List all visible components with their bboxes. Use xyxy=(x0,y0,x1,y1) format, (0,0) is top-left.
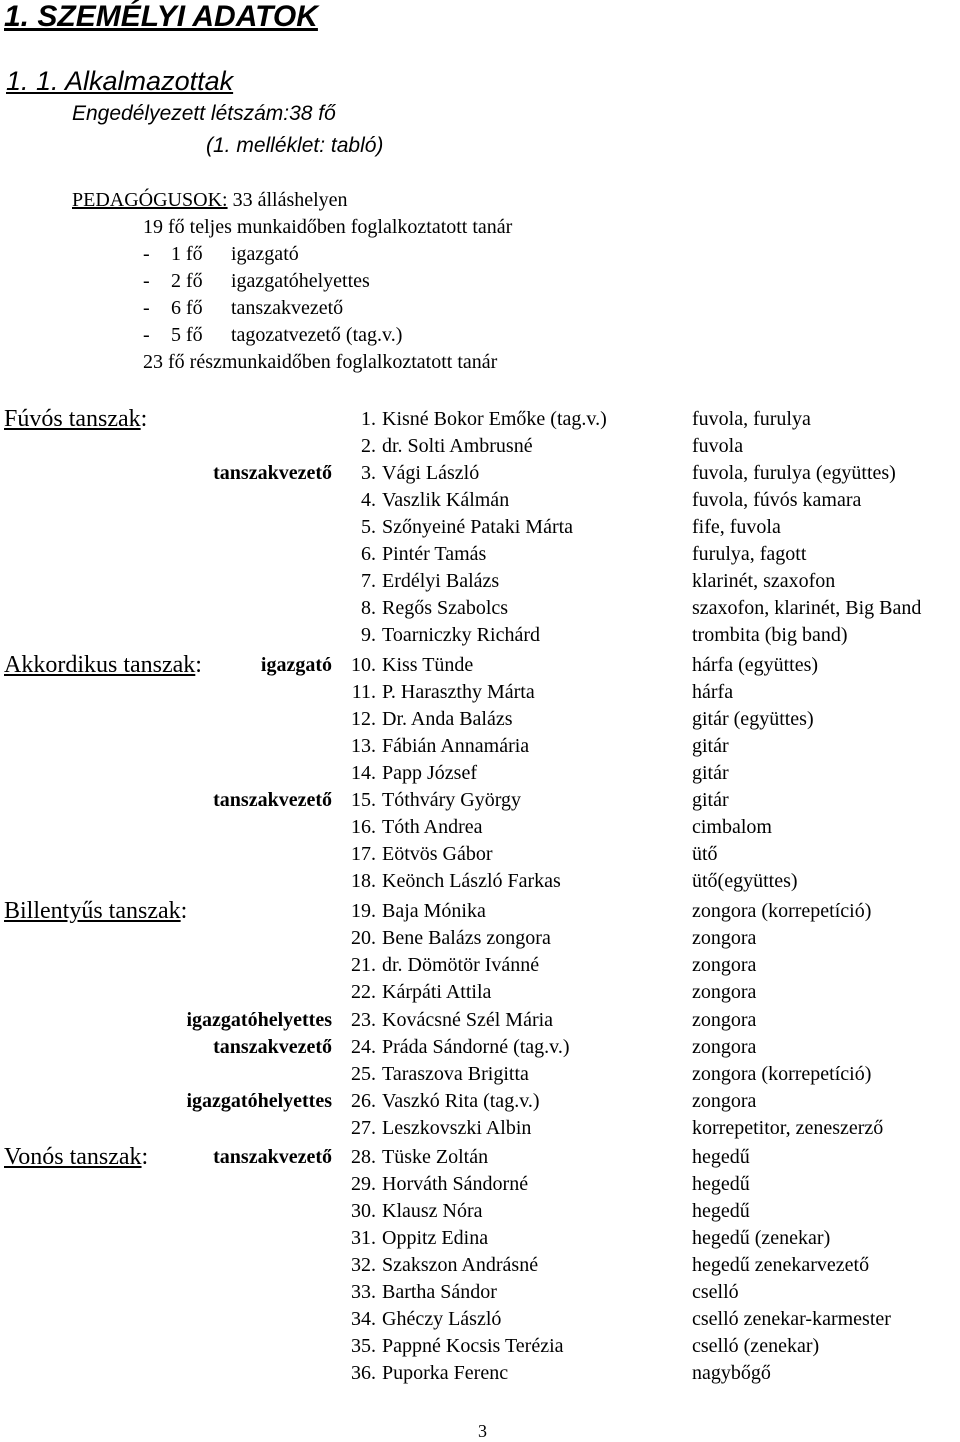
staff-row xyxy=(0,843,960,870)
staff-name: Klausz Nóra xyxy=(382,1200,483,1222)
staff-number: 10. xyxy=(351,654,376,676)
staff-number: 35. xyxy=(351,1335,376,1357)
staff-row xyxy=(0,1009,960,1036)
staff-instrument: klarinét, szaxofon xyxy=(692,570,836,592)
staff-number: 31. xyxy=(351,1227,376,1249)
staff-number: 32. xyxy=(351,1254,376,1276)
staff-name: Vági László xyxy=(382,462,480,484)
staff-row xyxy=(0,762,960,789)
role-label: tanszakvezető xyxy=(213,462,332,484)
full-time-line: 19 fő teljes munkaidőben foglalkoztatott tanár xyxy=(143,216,513,238)
staff-row xyxy=(0,927,960,954)
staff-instrument: hárfa xyxy=(692,681,734,703)
staff-instrument: hegedű zenekarvezető xyxy=(692,1254,870,1276)
staff-number: 5. xyxy=(361,516,376,538)
staff-instrument: cselló (zenekar) xyxy=(692,1335,820,1357)
staff-instrument: zongora xyxy=(692,954,757,976)
staff-instrument: hegedű xyxy=(692,1173,750,1195)
staff-name: P. Haraszthy Márta xyxy=(382,681,535,703)
staff-row xyxy=(0,900,960,927)
staff-number: 25. xyxy=(351,1063,376,1085)
staff-instrument: fuvola, fúvós kamara xyxy=(692,489,862,511)
staff-name: Tóth Andrea xyxy=(382,816,483,838)
staff-row xyxy=(0,408,960,435)
staff-instrument: trombita (big band) xyxy=(692,624,848,646)
staff-number: 26. xyxy=(351,1090,376,1112)
staff-row xyxy=(0,489,960,516)
staff-instrument: nagybőgő xyxy=(692,1362,771,1384)
department-heading: Vonós tanszak: xyxy=(4,1144,149,1170)
staff-row xyxy=(0,708,960,735)
staff-instrument: korrepetitor, zeneszerző xyxy=(692,1117,884,1139)
pedagogues-label: PEDAGÓGUSOK: xyxy=(72,189,228,211)
staff-number: 17. xyxy=(351,843,376,865)
staff-row xyxy=(0,1362,960,1389)
staff-row xyxy=(0,981,960,1008)
staff-row xyxy=(0,1281,960,1308)
staff-instrument: gitár xyxy=(692,789,729,811)
staff-name: Tüske Zoltán xyxy=(382,1146,489,1168)
staff-instrument: zongora xyxy=(692,981,757,1003)
staff-row xyxy=(0,570,960,597)
staff-name: dr. Dömötör Ivánné xyxy=(382,954,540,976)
staff-row xyxy=(0,1146,960,1173)
staff-row xyxy=(0,1254,960,1281)
staff-instrument: gitár xyxy=(692,735,729,757)
approved-headcount: Engedélyezett létszám:38 fő xyxy=(72,102,336,125)
staff-instrument: zongora (korrepetíció) xyxy=(692,900,872,922)
staff-name: Práda Sándorné (tag.v.) xyxy=(382,1036,570,1058)
staff-row xyxy=(0,1117,960,1144)
staff-number: 18. xyxy=(351,870,376,892)
staff-number: 19. xyxy=(351,900,376,922)
staff-number: 7. xyxy=(361,570,376,592)
staff-number: 9. xyxy=(361,624,376,646)
staff-number: 28. xyxy=(351,1146,376,1168)
subsection-title: 1. 1. Alkalmazottak xyxy=(6,66,234,96)
staff-number: 24. xyxy=(351,1036,376,1058)
staff-number: 20. xyxy=(351,927,376,949)
staff-name: Fábián Annamária xyxy=(382,735,530,757)
role-label: igazgatóhelyettes xyxy=(186,1090,332,1112)
staff-name: Tóthváry György xyxy=(382,789,522,811)
staff-name: Vaszlik Kálmán xyxy=(382,489,510,511)
staff-instrument: fuvola, furulya (együttes) xyxy=(692,462,896,484)
staff-row xyxy=(0,681,960,708)
staff-number: 27. xyxy=(351,1117,376,1139)
department-heading: Fúvós tanszak: xyxy=(4,406,148,432)
staff-row xyxy=(0,1335,960,1362)
staff-instrument: fuvola xyxy=(692,435,744,457)
staff-instrument: furulya, fagott xyxy=(692,543,807,565)
staff-number: 29. xyxy=(351,1173,376,1195)
staff-name: Taraszova Brigitta xyxy=(382,1063,529,1085)
department-heading: Akkordikus tanszak: xyxy=(4,652,202,678)
staff-instrument: ütő(együttes) xyxy=(692,870,798,892)
staff-name: Vaszkó Rita (tag.v.) xyxy=(382,1090,540,1112)
staff-number: 12. xyxy=(351,708,376,730)
staff-name: Kisné Bokor Emőke (tag.v.) xyxy=(382,408,607,430)
staff-name: Eötvös Gábor xyxy=(382,843,493,865)
staff-number: 4. xyxy=(361,489,376,511)
staff-instrument: cselló xyxy=(692,1281,739,1303)
staff-name: Keönch László Farkas xyxy=(382,870,561,892)
staff-name: Szakszon Andrásné xyxy=(382,1254,539,1276)
part-time-line: 23 fő részmunkaidőben foglalkoztatott tanár xyxy=(143,351,498,373)
staff-row xyxy=(0,789,960,816)
staff-name: Pintér Tamás xyxy=(382,543,487,565)
staff-name: Horváth Sándorné xyxy=(382,1173,529,1195)
staff-number: 2. xyxy=(361,435,376,457)
staff-number: 8. xyxy=(361,597,376,619)
staff-instrument: gitár xyxy=(692,762,729,784)
staff-name: dr. Solti Ambrusné xyxy=(382,435,533,457)
page-number: 3 xyxy=(478,1421,487,1441)
staff-number: 21. xyxy=(351,954,376,976)
role-label: igazgató xyxy=(260,654,332,676)
staff-instrument: cselló zenekar-karmester xyxy=(692,1308,891,1330)
staff-number: 16. xyxy=(351,816,376,838)
staff-row xyxy=(0,735,960,762)
staff-number: 34. xyxy=(351,1308,376,1330)
staff-instrument: zongora xyxy=(692,1009,757,1031)
staff-row xyxy=(0,1063,960,1090)
staff-instrument: hegedű xyxy=(692,1200,750,1222)
staff-row xyxy=(0,624,960,651)
staff-name: Erdélyi Balázs xyxy=(382,570,500,592)
staff-row xyxy=(0,1308,960,1335)
staff-name: Bartha Sándor xyxy=(382,1281,497,1303)
staff-row xyxy=(0,1227,960,1254)
staff-number: 15. xyxy=(351,789,376,811)
staff-number: 11. xyxy=(351,681,376,703)
staff-row xyxy=(0,954,960,981)
staff-name: Pappné Kocsis Terézia xyxy=(382,1335,564,1357)
staff-name: Kovácsné Szél Mária xyxy=(382,1009,554,1031)
staff-row xyxy=(0,1090,960,1117)
staff-number: 22. xyxy=(351,981,376,1003)
staff-number: 1. xyxy=(361,408,376,430)
role-label: tanszakvezető xyxy=(213,789,332,811)
staff-row xyxy=(0,543,960,570)
staff-name: Regős Szabolcs xyxy=(382,597,509,619)
staff-row xyxy=(0,516,960,543)
annex-note: (1. melléklet: tabló) xyxy=(206,134,384,157)
pedagogues-line xyxy=(72,189,348,212)
staff-number: 23. xyxy=(351,1009,376,1031)
staff-number: 33. xyxy=(351,1281,376,1303)
staff-instrument: hárfa (együttes) xyxy=(692,654,819,676)
staff-row xyxy=(0,1036,960,1063)
staff-name: Baja Mónika xyxy=(382,900,486,922)
pedagogues-count: 33 álláshelyen xyxy=(232,189,348,211)
role-label: tanszakvezető xyxy=(213,1036,332,1058)
staff-instrument: zongora (korrepetíció) xyxy=(692,1063,872,1085)
staff-name: Bene Balázs zongora xyxy=(382,927,551,949)
staff-number: 30. xyxy=(351,1200,376,1222)
staff-number: 3. xyxy=(361,462,376,484)
staff-number: 14. xyxy=(351,762,376,784)
staff-name: Kiss Tünde xyxy=(382,654,474,676)
staff-row xyxy=(0,1200,960,1227)
staff-name: Papp József xyxy=(382,762,477,784)
staff-instrument: zongora xyxy=(692,1036,757,1058)
staff-instrument: szaxofon, klarinét, Big Band xyxy=(692,597,922,619)
staff-instrument: ütő xyxy=(692,843,718,865)
staff-name: Oppitz Edina xyxy=(382,1227,489,1249)
staff-instrument: zongora xyxy=(692,1090,757,1112)
staff-row xyxy=(0,1173,960,1200)
staff-row xyxy=(0,462,960,489)
staff-number: 6. xyxy=(361,543,376,565)
staff-instrument: gitár (együttes) xyxy=(692,708,814,730)
staff-instrument: cimbalom xyxy=(692,816,772,838)
staff-number: 13. xyxy=(351,735,376,757)
staff-name: Szőnyeiné Pataki Márta xyxy=(382,516,574,538)
staff-row xyxy=(0,435,960,462)
staff-instrument: hegedű (zenekar) xyxy=(692,1227,831,1249)
staff-number: 36. xyxy=(351,1362,376,1384)
staff-row xyxy=(0,816,960,843)
role-label: tanszakvezető xyxy=(213,1146,332,1168)
staff-name: Ghéczy László xyxy=(382,1308,502,1330)
staff-name: Puporka Ferenc xyxy=(382,1362,509,1384)
staff-row xyxy=(0,597,960,624)
staff-name: Dr. Anda Balázs xyxy=(382,708,513,730)
staff-row xyxy=(0,654,960,681)
section-title: 1. SZEMÉLYI ADATOK xyxy=(4,0,318,33)
staff-instrument: hegedű xyxy=(692,1146,750,1168)
staff-name: Toarniczky Richárd xyxy=(382,624,540,646)
staff-name: Leszkovszki Albin xyxy=(382,1117,532,1139)
staff-row xyxy=(0,870,960,897)
staff-instrument: fuvola, furulya xyxy=(692,408,811,430)
role-label: igazgatóhelyettes xyxy=(186,1009,332,1031)
staff-name: Kárpáti Attila xyxy=(382,981,492,1003)
staff-instrument: fife, fuvola xyxy=(692,516,781,538)
department-heading: Billentyűs tanszak: xyxy=(4,898,188,924)
staff-instrument: zongora xyxy=(692,927,757,949)
